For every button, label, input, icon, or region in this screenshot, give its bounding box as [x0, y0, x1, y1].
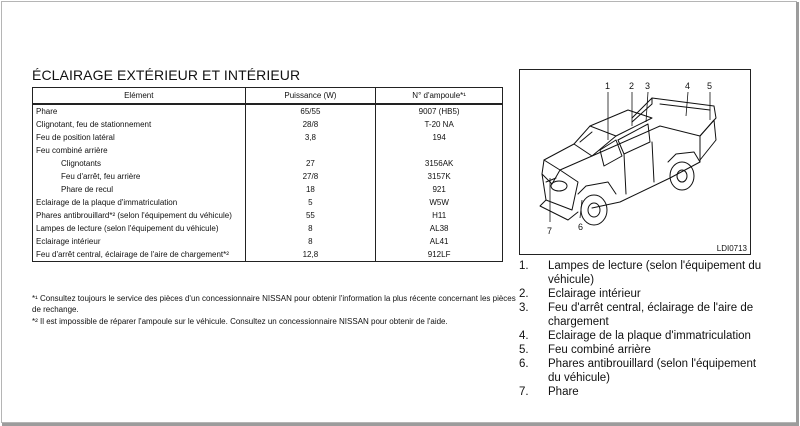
figure-code: LDI0713: [716, 244, 747, 253]
table-row: [33, 183, 503, 196]
header-element: Elément: [33, 88, 246, 105]
cell-element: Feu d'arrêt central, éclairage de l'aire de chargement*²: [33, 248, 246, 262]
cell-element: Phare: [33, 104, 246, 118]
footnote-1: *¹ Consultez toujours le service des pièces d'un concessionnaire NISSAN pour obtenir l'information la plus récente concernant les pièces de rechange.: [32, 294, 516, 314]
truck-front-wheel: [581, 195, 607, 225]
cell-power: 8: [245, 235, 376, 248]
truck-front: [542, 170, 578, 210]
cell-bulb-number: AL41: [376, 235, 503, 248]
cell-element: Eclairage intérieur: [33, 235, 246, 248]
table-row: [33, 157, 503, 170]
legend-number: 2.: [519, 288, 529, 300]
cell-element: Lampes de lecture (selon l'équipement du véhicule): [33, 222, 246, 235]
cell-element: Feu d'arrêt, feu arrière: [33, 170, 246, 183]
truck-windshield: [574, 126, 592, 156]
cell-power: 18: [245, 183, 376, 196]
header-bulb-number: N° d'ampoule*¹: [376, 88, 503, 105]
cell-power: 5: [245, 196, 376, 209]
legend-text: Feu combiné arrière: [548, 344, 651, 356]
cell-bulb-number: 912LF: [376, 248, 503, 262]
legend-item: [519, 301, 769, 329]
cell-element: Feu combiné arrière: [33, 144, 246, 157]
cell-bulb-number: T-20 NA: [376, 118, 503, 131]
cell-power: 55: [245, 209, 376, 222]
cell-bulb-number: 921: [376, 183, 503, 196]
cell-power: 28/8: [245, 118, 376, 131]
legend-number: 6.: [519, 358, 529, 370]
table-row: [33, 235, 503, 248]
truck-side-window-rear: [618, 124, 650, 154]
table-row: [33, 170, 503, 183]
legend-number: 1.: [519, 260, 529, 272]
figure-legend: [519, 259, 769, 399]
legend-text: Eclairage de la plaque d'immatriculation: [548, 330, 751, 342]
truck-illustration: [519, 69, 751, 255]
legend-number: 5.: [519, 344, 529, 356]
legend-item: [519, 385, 769, 399]
legend-item: [519, 343, 769, 357]
footnote-2: *² Il est impossible de réparer l'ampoule sur le véhicule. Consultez un concessionnaire NISSAN pour obtenir de l'aide.: [32, 317, 448, 326]
cell-power: 65/55: [245, 104, 376, 118]
truck-drawing: [520, 70, 752, 256]
callout-5: 5: [707, 81, 713, 91]
legend-text: Phares antibrouillard (selon l'équipement du véhicule): [548, 358, 757, 384]
legend-number: 4.: [519, 330, 529, 342]
legend-item: [519, 357, 769, 385]
truck-bed-side-rear: [700, 120, 716, 160]
legend-text: Feu d'arrêt central, éclairage de l'aire de chargement: [548, 302, 754, 328]
legend-text: Phare: [548, 386, 579, 398]
callout-4: 4: [685, 81, 691, 91]
table-row: [33, 104, 503, 118]
cell-element: Eclairage de la plaque d'immatriculation: [33, 196, 246, 209]
cell-bulb-number: 194: [376, 131, 503, 144]
cell-element: Phares antibrouillard*² (selon l'équipement du véhicule): [33, 209, 246, 222]
callout-3: 3: [645, 81, 651, 91]
table-header-row: [33, 88, 503, 105]
cell-power: 12,8: [245, 248, 376, 262]
legend-text: Lampes de lecture (selon l'équipement du véhicule): [548, 260, 762, 286]
table-row: [33, 222, 503, 235]
legend-number: 7.: [519, 386, 529, 398]
cell-power: 3,8: [245, 131, 376, 144]
cell-bulb-number: 3156AK: [376, 157, 503, 170]
header-power: Puissance (W): [245, 88, 376, 105]
callout-1: 1: [605, 81, 611, 91]
callout-2: 2: [629, 81, 635, 91]
cell-power: 27/8: [245, 170, 376, 183]
frame-shadow-right: [796, 2, 799, 425]
table-body: [33, 104, 503, 262]
legend-text: Eclairage intérieur: [548, 288, 641, 300]
cell-bulb-number: 3157K: [376, 170, 503, 183]
legend-item: [519, 287, 769, 301]
cell-bulb-number: H11: [376, 209, 503, 222]
table-row: [33, 248, 503, 262]
truck-cab-roof: [590, 110, 652, 136]
cell-bulb-number: 9007 (HB5): [376, 104, 503, 118]
table-row: [33, 144, 503, 157]
cell-bulb-number: [376, 144, 503, 157]
cell-bulb-number: AL38: [376, 222, 503, 235]
legend-number: 3.: [519, 302, 529, 314]
truck-grille-badge: [551, 181, 567, 191]
truck-hood: [544, 144, 592, 170]
cell-power: 27: [245, 157, 376, 170]
cell-element: Clignotant, feu de stationnement: [33, 118, 246, 131]
cell-bulb-number: W5W: [376, 196, 503, 209]
cell-element: Phare de recul: [33, 183, 246, 196]
bulb-spec-table: [32, 87, 503, 262]
table-row: [33, 118, 503, 131]
legend-item: [519, 259, 769, 287]
footnotes: [32, 293, 522, 328]
table-row: [33, 209, 503, 222]
truck-bed-top: [632, 98, 716, 136]
table-row: [33, 131, 503, 144]
cell-element: Feu de position latéral: [33, 131, 246, 144]
callout-6: 6: [578, 222, 584, 232]
legend-item: [519, 329, 769, 343]
callout-7: 7: [547, 226, 553, 236]
section-title: ÉCLAIRAGE EXTÉRIEUR ET INTÉRIEUR: [32, 67, 301, 83]
cell-power: [245, 144, 376, 157]
cell-element: Clignotants: [33, 157, 246, 170]
cell-power: 8: [245, 222, 376, 235]
table-row: [33, 196, 503, 209]
